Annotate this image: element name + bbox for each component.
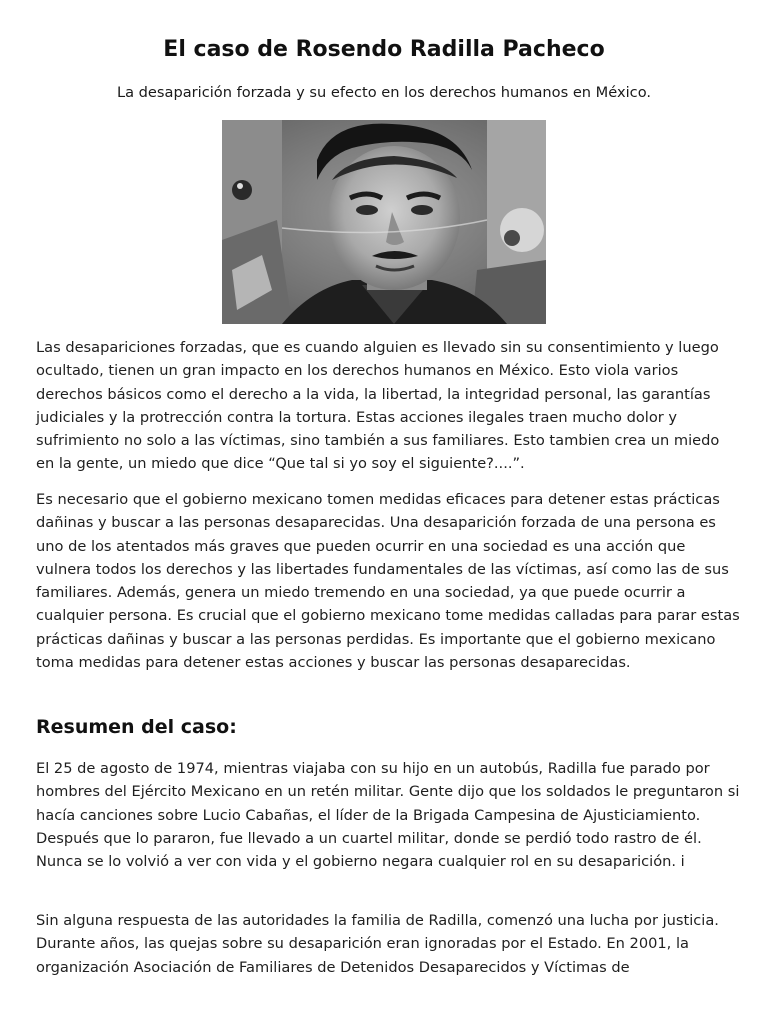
body-paragraph: Las desapariciones forzadas, que es cuando alguien es llevado sin su consentimiento y luego ocultado, tienen un gran impacto en los derechos humanos en México. Esto viola varios derechos básicos como el derecho a la vida, la libertad, la integridad personal, las garantías judiciales y la protrección contra la tortura. Estas acciones ilegales traen mucho dolor y sufrimiento no solo a las víctimas, sino también a sus familiares. Esto tambien crea un miedo en la gente, un miedo que dice “Que tal si yo soy el siguiente?....”. [36, 339, 720, 473]
portrait-photo [222, 120, 546, 324]
body-paragraph: Es necesario que el gobierno mexicano tomen medidas eficaces para detener estas prácticas dañinas y buscar a las personas desaparecidas. Una desaparición forzada de una persona es uno de los atentados más graves que pueden ocurrir en una sociedad es una acción que vulnera todos los derechos y las libertades fundamentales de las víctimas, así como las de sus familiares. Además, genera un miedo tremendo en una sociedad, ya que puede ocurrir a cualquier persona. Es crucial que el gobierno mexicano tome medidas calladas para parar estas prácticas dañinas y buscar a las personas perdidas. Es importante que el gobierno mexicano toma medidas para detener estas acciones y buscar las personas desaparecidas. [36, 491, 740, 672]
page-title: El caso de Rosendo Radilla Pacheco [163, 37, 605, 62]
section-paragraph: El 25 de agosto de 1974, mientras viajaba con su hijo en un autobús, Radilla fue parado por hombres del Ejército Mexicano en un retén militar. Gente dijo que los soldados le preguntaron si hacía canciones sobre Lucio Cabañas, el líder de la Brigada Campesina de Ajusticiamiento. Después que lo pararon, fue llevado a un cuartel militar, donde se perdió todo rastro de él. Nunca se lo volvió a ver con vida y el gobierno negara cualquier rol en su desaparición. i [36, 760, 740, 871]
section-heading: Resumen del caso: [36, 716, 237, 738]
page-subtitle: La desaparición forzada y su efecto en los derechos humanos en México. [116, 84, 652, 101]
section-paragraph: Sin alguna respuesta de las autoridades la familia de Radilla, comenzó una lucha por justicia. Durante años, las quejas sobre su desaparición eran ignoradas por el Estado. En 2001, la organización Asociación de Familiares de Detenidos Desaparecidos y Víctimas de [36, 912, 719, 976]
